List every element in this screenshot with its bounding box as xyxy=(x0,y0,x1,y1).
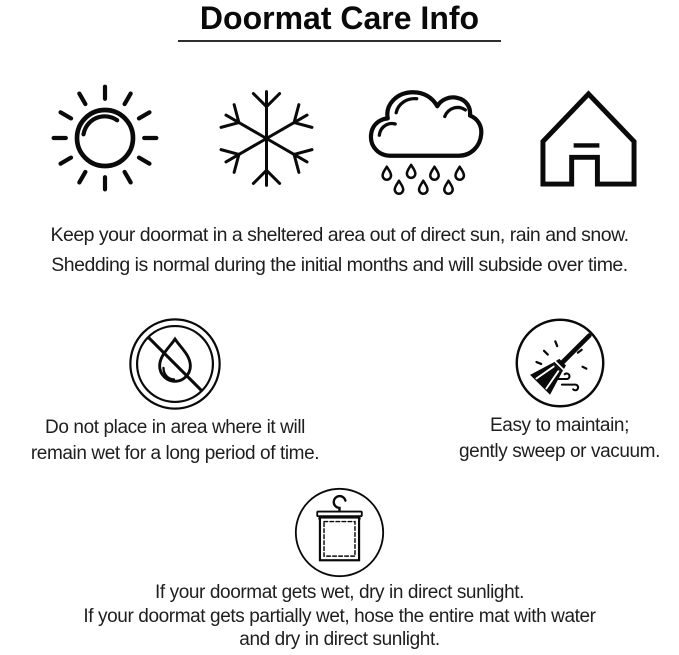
tip-maintain-line-2: gently sweep or vacuum. xyxy=(459,441,660,462)
tip-no-water-line-2: remain wet for a long period of time. xyxy=(30,443,320,464)
drying-line-1: If your doormat gets wet, dry in direct sunlight. xyxy=(154,582,525,603)
intro-line-1: Keep your doormat in a sheltered area out of direct sun, rain and snow. xyxy=(50,224,629,246)
snowflake-icon xyxy=(201,87,331,190)
sun-icon xyxy=(40,82,170,194)
tip-no-water xyxy=(0,316,350,467)
broom-icon xyxy=(513,316,607,410)
tip-maintain-line-1: Easy to maintain; xyxy=(490,415,629,436)
page-title: Doormat Care Info xyxy=(178,0,501,42)
drying-line-2: If your doormat gets partially wet, hose the entire mat with water xyxy=(83,605,596,627)
hanging-mat-icon xyxy=(294,487,385,578)
weather-icon-row xyxy=(40,76,653,200)
header xyxy=(0,0,679,42)
rain-cloud-icon xyxy=(362,81,492,195)
tip-no-water-line-1: Do not place in area where it will xyxy=(45,417,305,438)
no-water-icon xyxy=(127,316,223,412)
drying-line-3: and dry in direct sunlight. xyxy=(239,629,440,650)
house-icon xyxy=(523,89,653,188)
intro-line-2: Shedding is normal during the initial months and will subside over time. xyxy=(51,253,628,276)
intro-text xyxy=(0,221,679,280)
tip-maintain xyxy=(440,316,679,465)
drying-section xyxy=(0,487,679,652)
